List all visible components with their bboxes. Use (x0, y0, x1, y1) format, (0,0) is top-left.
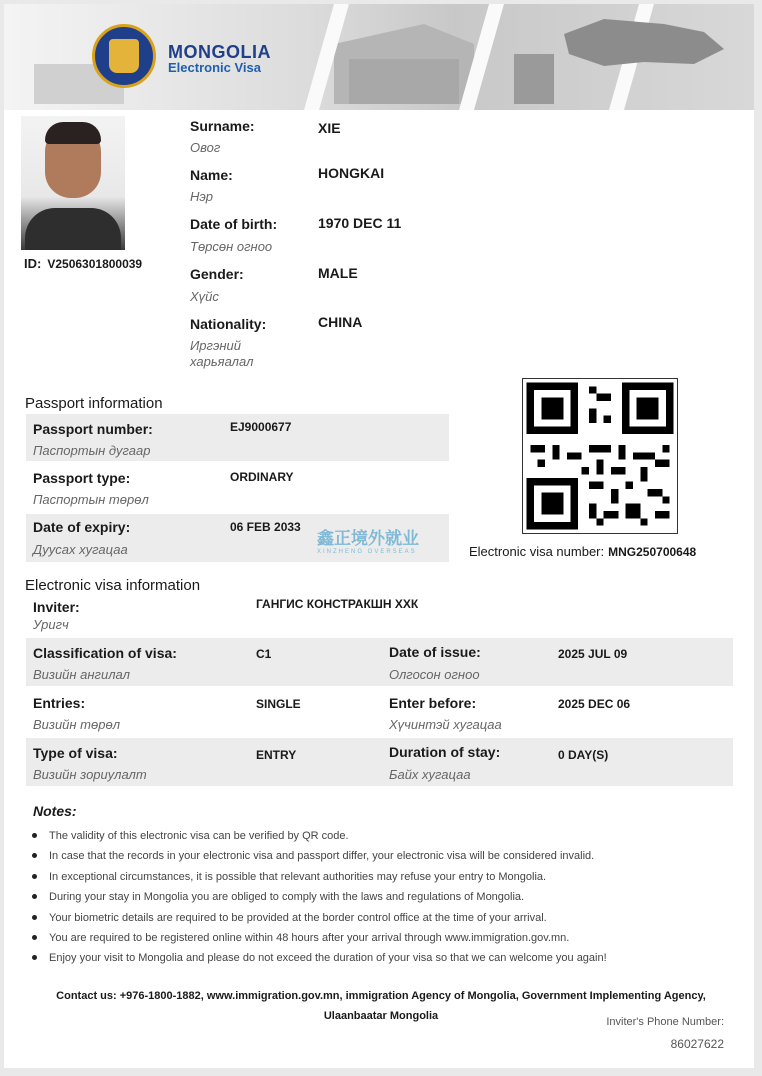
name-label: Name: (190, 167, 233, 183)
visa-section-title: Electronic visa information (25, 577, 201, 594)
evisa-number-label: Electronic visa number: (469, 544, 605, 559)
passport-type-label: Passport type: (33, 470, 131, 486)
id-line (24, 256, 142, 271)
expiry-value: 06 FEB 2033 (230, 520, 301, 534)
passport-type-sublabel: Паспортын төрөл (33, 492, 149, 507)
surname-sublabel: Овог (190, 140, 221, 155)
issue-date-label: Date of issue: (389, 644, 481, 660)
enter-before-value: 2025 DEC 06 (558, 697, 631, 711)
gender-value: MALE (318, 265, 358, 281)
visa-type-sublabel: Визийн зориулалт (33, 767, 147, 782)
notes-item: In exceptional circumstances, it is possible that relevant authorities may refuse your entry to Mongolia. (32, 869, 732, 889)
xinzheng-watermark (317, 524, 447, 555)
surname-value: XIE (318, 120, 341, 136)
nationality-value: CHINA (318, 314, 363, 330)
expiry-label: Date of expiry: (33, 519, 131, 535)
duration-sublabel: Байх хугацаа (389, 767, 471, 782)
inviter-label: Inviter: (33, 599, 80, 615)
notes-item: In case that the records in your electronic visa and passport differ, your electronic visa will be considered invalid. (32, 848, 732, 868)
classification-label: Classification of visa: (33, 645, 177, 661)
entries-label: Entries: (33, 695, 86, 711)
inviter-sublabel: Уригч (33, 617, 69, 632)
evisa-number (469, 544, 696, 559)
notes-list (32, 828, 732, 971)
notes-item: You are required to be registered online within 48 hours after your arrival through www.immigration.gov.mn. (32, 930, 732, 950)
classification-sublabel: Визийн ангилал (33, 667, 130, 682)
name-sublabel: Нэр (190, 189, 214, 204)
visa-type-label: Type of visa: (33, 745, 118, 761)
mongolia-emblem-icon (92, 24, 156, 88)
enter-before-sublabel: Хүчинтэй хугацаа (389, 717, 502, 732)
passport-number-label: Passport number: (33, 421, 153, 437)
dob-value: 1970 DEC 11 (318, 215, 402, 231)
notes-item: Enjoy your visit to Mongolia and please do not exceed the duration of your visa so that we can welcome you again! (32, 950, 732, 970)
nationality-sublabel: Иргэний харьяалал (190, 338, 254, 369)
duration-value: 0 DAY(S) (558, 748, 609, 762)
holder-photo (21, 116, 125, 250)
header-banner (4, 4, 754, 110)
surname-label: Surname: (190, 118, 255, 134)
id-label: ID: (24, 256, 42, 271)
enter-before-label: Enter before: (389, 695, 477, 711)
nationality-label: Nationality: (190, 316, 267, 332)
duration-label: Duration of stay: (389, 744, 501, 760)
issue-date-sublabel: Олгосон огноо (389, 667, 480, 682)
passport-type-value: ORDINARY (230, 470, 294, 484)
notes-title: Notes: (33, 803, 77, 819)
header-subtitle: Electronic Visa (168, 60, 261, 75)
notes-item: The validity of this electronic visa can be verified by QR code. (32, 828, 732, 848)
gender-sublabel: Хүйс (190, 289, 219, 304)
passport-number-sublabel: Паспортын дугаар (33, 443, 151, 458)
inviter-phone-label: Inviter's Phone Number: (606, 1016, 724, 1028)
qr-code-icon (522, 378, 678, 534)
watermark-small: XINZHENG OVERSEAS (317, 549, 417, 555)
contact-info: Contact us: +976-1800-1882, www.immigration.gov.mn, immigration Agency of Mongolia, Government Implementing Agency, Ulaanbaatar Mongolia (56, 990, 706, 1022)
gender-label: Gender: (190, 266, 244, 282)
evisa-number-value: MNG250700648 (608, 545, 697, 559)
dob-sublabel: Төрсөн огноо (190, 239, 273, 254)
inviter-value: ГАНГИС КОНСТРАКШН ХХК (256, 597, 419, 611)
entries-sublabel: Визийн төрөл (33, 717, 121, 732)
classification-value: C1 (256, 647, 272, 661)
watermark-main: 鑫正境外就业 (317, 529, 419, 548)
notes-item: During your stay in Mongolia you are obliged to comply with the laws and regulations of Mongolia. (32, 889, 732, 909)
entries-value: SINGLE (256, 697, 301, 711)
visa-type-value: ENTRY (256, 748, 297, 762)
expiry-sublabel: Дуусах хугацаа (33, 542, 128, 557)
header-title: MONGOLIA (168, 42, 271, 62)
name-value: HONGKAI (318, 165, 385, 181)
inviter-phone-value: 86027622 (670, 1037, 724, 1051)
passport-section-title: Passport information (25, 395, 163, 412)
passport-number-value: EJ9000677 (230, 420, 292, 434)
id-value: V2506301800039 (47, 257, 143, 271)
visa-document (4, 4, 754, 1068)
issue-date-value: 2025 JUL 09 (558, 647, 628, 661)
notes-item: Your biometric details are required to be provided at the border control office at the time of your arrival. (32, 910, 732, 930)
dob-label: Date of birth: (190, 216, 278, 232)
